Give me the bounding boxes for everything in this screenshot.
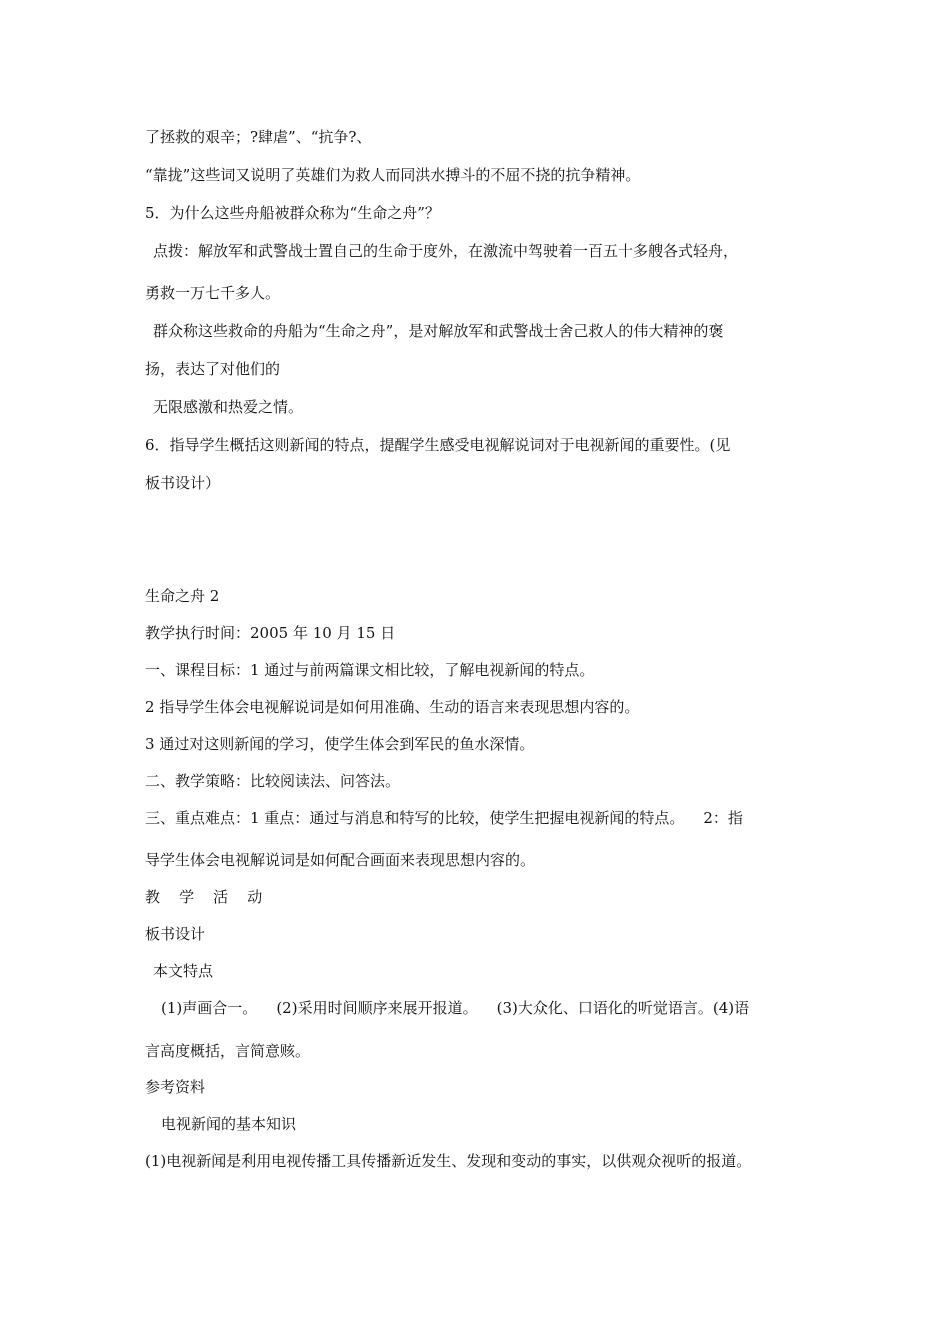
key-points: 三、重点难点：1 重点：通过与消息和特写的比较，使学生把握电视新闻的特点。 2：指 (145, 809, 743, 827)
question-6: 6．指导学生概括这则新闻的特点，提醒学生感受电视解说词对于电视新闻的重要性。(见 (145, 436, 731, 454)
text-line: 板书设计） (145, 474, 221, 492)
text-line: “靠拢”这些词又说明了英雄们为救人而同洪水搏斗的不屈不挠的抗争精神。 (145, 166, 641, 184)
text-line: 2 指导学生体会电视解说词是如何用准确、生动的语言来表现思想内容的。 (145, 698, 640, 716)
tv-news-basics-heading: 电视新闻的基本知识 (161, 1115, 297, 1133)
text-line: 扬，表达了对他们的 (145, 360, 281, 378)
text-features-heading: 本文特点 (153, 962, 214, 980)
text-line: 勇救一万七千多人。 (145, 284, 281, 302)
text-line: 了拯救的艰辛；?肆虐”、“抗争?、 (145, 128, 372, 146)
question-5: 5．为什么这些舟船被群众称为“生命之舟”？ (145, 204, 440, 222)
text-line: 点拨：解放军和武警战士置自己的生命于度外，在激流中驾驶着一百五十多艘各式轻舟， (153, 242, 739, 260)
teaching-activity-heading: 教 学 活 动 (145, 888, 263, 906)
references-heading: 参考资料 (145, 1078, 206, 1096)
teaching-strategy: 二、教学策略：比较阅读法、问答法。 (145, 772, 401, 790)
text-line: 导学生体会电视解说词是如何配合画面来表现思想内容的。 (145, 851, 536, 869)
section-title: 生命之舟 2 (145, 587, 220, 605)
text-line: 言高度概括，言简意赅。 (145, 1042, 311, 1060)
features-list: (1)声画合一。 (2)采用时间顺序来展开报道。 (3)大众化、口语化的听觉语言。(4)语 (161, 999, 750, 1017)
teaching-date: 教学执行时间：2005 年 10 月 15 日 (145, 624, 396, 642)
text-line: 无限感激和热爱之情。 (153, 398, 304, 416)
text-line: (1)电视新闻是利用电视传播工具传播新近发生、发现和变动的事实，以供观众视听的报道。 (145, 1152, 752, 1170)
text-line: 群众称这些救命的舟船为“生命之舟”，是对解放军和武警战士舍己救人的伟大精神的褒 (153, 322, 724, 340)
course-goal: 一、课程目标：1 通过与前两篇课文相比较，了解电视新闻的特点。 (145, 661, 595, 679)
board-design-heading: 板书设计 (145, 925, 206, 943)
text-line: 3 通过对这则新闻的学习，使学生体会到军民的鱼水深情。 (145, 735, 535, 753)
